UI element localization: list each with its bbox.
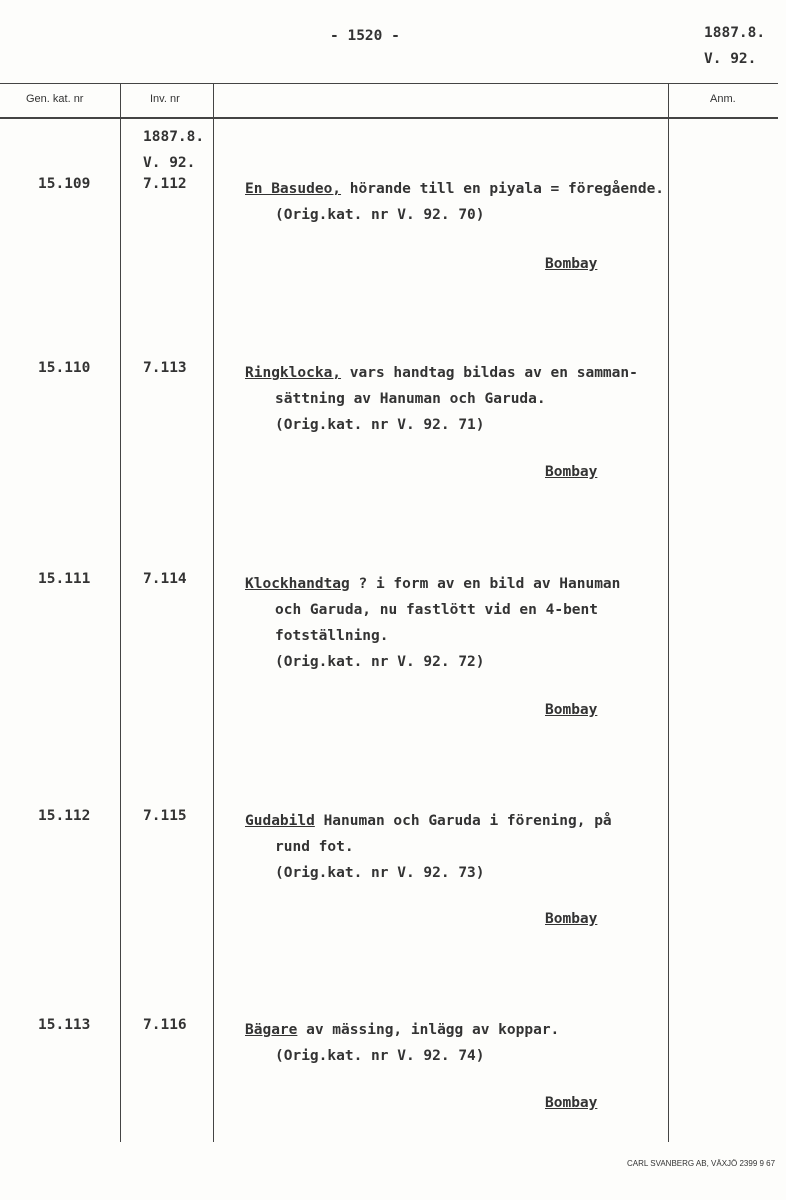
column-divider-gen-inv <box>120 84 121 1142</box>
inv-number: 7.115 <box>143 808 187 824</box>
inv-number: 7.112 <box>143 176 187 192</box>
gen-kat-number: 15.111 <box>38 571 91 587</box>
inv-number: 7.116 <box>143 1017 187 1033</box>
entry-text-line: (Orig.kat. nr V. 92. 74) <box>275 1048 485 1064</box>
column-header-anm: Anm. <box>710 93 736 105</box>
column-divider-inv-desc <box>213 84 214 1142</box>
entry-text: Hanuman och Garuda i förening, på <box>314 813 612 829</box>
printer-mark: CARL SVANBERG AB, VÄXJÖ 2399 9 67 <box>627 1159 776 1168</box>
entry-description <box>245 360 638 438</box>
header-top-rule <box>0 83 778 84</box>
entry-text: av mässing, inlägg av koppar. <box>297 1022 560 1038</box>
entry-title: Klockhandtag <box>245 576 350 592</box>
place-of-origin: Bombay <box>545 911 598 927</box>
entry-text-line: (Orig.kat. nr V. 92. 70) <box>275 207 485 223</box>
entry-text-line: fotställning. <box>275 628 389 644</box>
entry-title: En Basudeo, <box>245 181 342 197</box>
entry-text-line: och Garuda, nu fastlött vid en 4-bent <box>275 602 599 618</box>
place-of-origin: Bombay <box>545 702 598 718</box>
entry-text-line: rund fot. <box>275 839 354 855</box>
entry-title: Ringklocka, <box>245 365 342 381</box>
page-number: - 1520 - <box>330 28 400 44</box>
inventory-group-line1: 1887.8. <box>143 129 205 145</box>
gen-kat-number: 15.109 <box>38 176 91 192</box>
top-reference <box>704 20 765 72</box>
gen-kat-number: 15.110 <box>38 360 91 376</box>
entry-title: Bägare <box>245 1022 298 1038</box>
entry-title: Gudabild <box>245 813 315 829</box>
entry-text-line: sättning av Hanuman och Garuda. <box>275 391 546 407</box>
entry-text-line: (Orig.kat. nr V. 92. 72) <box>275 654 485 670</box>
inventory-group-line2: V. 92. <box>143 155 196 171</box>
top-reference-line2: V. 92. <box>704 51 757 67</box>
top-reference-line1: 1887.8. <box>704 25 766 41</box>
inventory-group-ref <box>143 124 204 176</box>
entry-text: ? i form av en bild av Hanuman <box>349 576 621 592</box>
entry-text-line: (Orig.kat. nr V. 92. 73) <box>275 865 485 881</box>
entry-text: vars handtag bildas av en samman- <box>341 365 638 381</box>
entry-description <box>245 176 664 228</box>
gen-kat-number: 15.113 <box>38 1017 91 1033</box>
entry-description <box>245 1017 559 1069</box>
column-header-gen-kat: Gen. kat. nr <box>26 93 84 105</box>
column-divider-desc-anm <box>668 84 669 1142</box>
place-of-origin: Bombay <box>545 256 598 272</box>
column-header-inv: Inv. nr <box>150 93 180 105</box>
entry-text-line: (Orig.kat. nr V. 92. 71) <box>275 417 485 433</box>
place-of-origin: Bombay <box>545 464 598 480</box>
inv-number: 7.114 <box>143 571 187 587</box>
entry-text: hörande till en piyala = föregående. <box>341 181 665 197</box>
header-bottom-rule <box>0 117 778 119</box>
inv-number: 7.113 <box>143 360 187 376</box>
gen-kat-number: 15.112 <box>38 808 91 824</box>
entry-description <box>245 571 620 675</box>
place-of-origin: Bombay <box>545 1095 598 1111</box>
entry-description <box>245 808 612 886</box>
